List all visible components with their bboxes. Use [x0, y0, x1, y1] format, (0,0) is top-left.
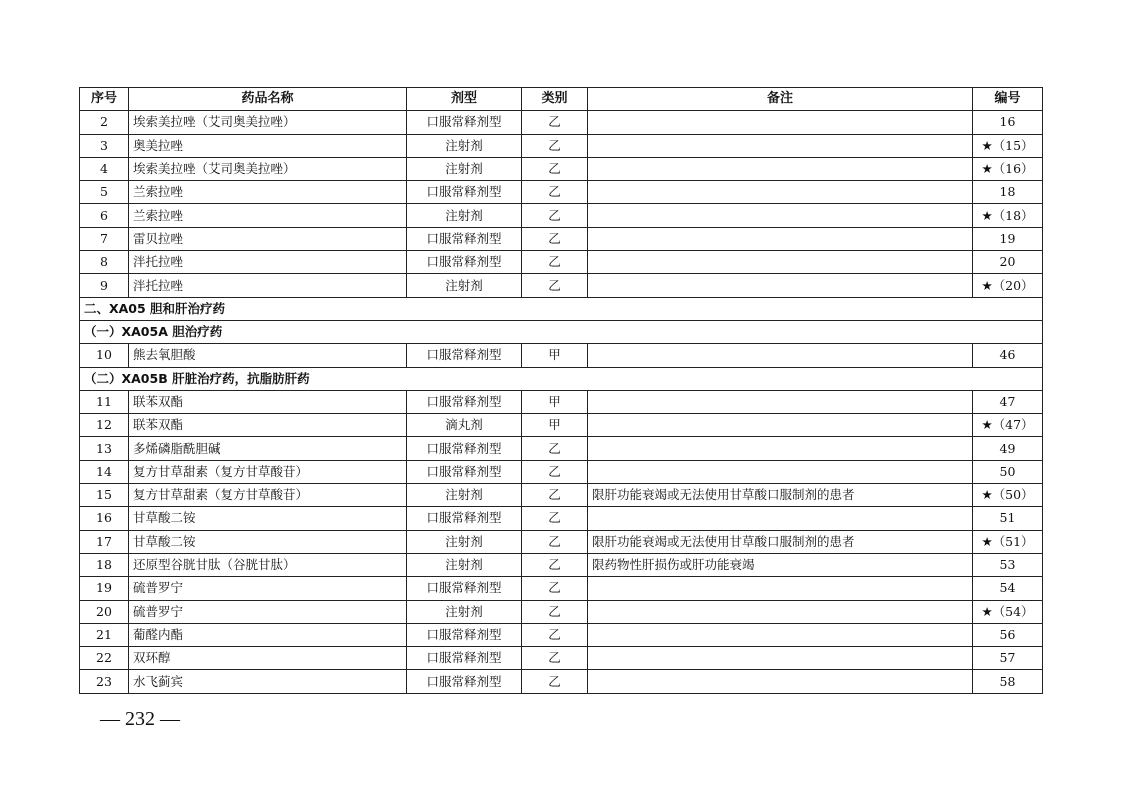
cell-code: ★（15）	[973, 134, 1043, 157]
cell-name: 甘草酸二铵	[129, 507, 407, 530]
table-row	[80, 670, 1043, 693]
cell-code: 50	[973, 460, 1043, 483]
cell-remark	[588, 507, 973, 530]
cell-form: 口服常释剂型	[407, 460, 522, 483]
cell-no: 2	[80, 111, 129, 134]
cell-code: 49	[973, 437, 1043, 460]
cell-code: 16	[973, 111, 1043, 134]
cell-code: 56	[973, 623, 1043, 646]
table-row	[80, 414, 1043, 437]
cell-category: 乙	[522, 157, 588, 180]
table-row	[80, 111, 1043, 134]
table-row	[80, 484, 1043, 507]
cell-no: 17	[80, 530, 129, 553]
cell-name: 葡醛内酯	[129, 623, 407, 646]
cell-no: 19	[80, 577, 129, 600]
table-row	[80, 204, 1043, 227]
cell-category: 甲	[522, 390, 588, 413]
cell-name: 甘草酸二铵	[129, 530, 407, 553]
cell-no: 11	[80, 390, 129, 413]
cell-category: 乙	[522, 227, 588, 250]
cell-name: 埃索美拉唑（艾司奥美拉唑）	[129, 157, 407, 180]
cell-form: 注射剂	[407, 157, 522, 180]
header-category: 类别	[522, 88, 588, 111]
cell-name: 复方甘草甜素（复方甘草酸苷）	[129, 484, 407, 507]
cell-form: 口服常释剂型	[407, 390, 522, 413]
cell-form: 口服常释剂型	[407, 437, 522, 460]
cell-remark	[588, 623, 973, 646]
header-name: 药品名称	[129, 88, 407, 111]
cell-form: 口服常释剂型	[407, 670, 522, 693]
cell-code: ★（16）	[973, 157, 1043, 180]
cell-remark	[588, 670, 973, 693]
table-row	[80, 460, 1043, 483]
subsection-row	[80, 367, 1043, 390]
cell-no: 23	[80, 670, 129, 693]
cell-no: 16	[80, 507, 129, 530]
cell-form: 注射剂	[407, 274, 522, 297]
cell-form: 口服常释剂型	[407, 623, 522, 646]
cell-remark	[588, 251, 973, 274]
table-row	[80, 553, 1043, 576]
cell-code: ★（51）	[973, 530, 1043, 553]
cell-no: 4	[80, 157, 129, 180]
cell-category: 甲	[522, 414, 588, 437]
cell-name: 兰索拉唑	[129, 204, 407, 227]
cell-code: 46	[973, 344, 1043, 367]
cell-form: 滴丸剂	[407, 414, 522, 437]
cell-remark	[588, 437, 973, 460]
cell-code: ★（47）	[973, 414, 1043, 437]
cell-remark	[588, 157, 973, 180]
cell-name: 双环醇	[129, 647, 407, 670]
cell-name: 埃索美拉唑（艾司奥美拉唑）	[129, 111, 407, 134]
cell-code: 54	[973, 577, 1043, 600]
cell-no: 21	[80, 623, 129, 646]
rows-group-b	[80, 344, 1043, 367]
rows-group-a	[80, 111, 1043, 297]
cell-no: 7	[80, 227, 129, 250]
cell-form: 注射剂	[407, 134, 522, 157]
cell-no: 15	[80, 484, 129, 507]
cell-category: 乙	[522, 484, 588, 507]
cell-form: 注射剂	[407, 204, 522, 227]
cell-form: 口服常释剂型	[407, 111, 522, 134]
cell-form: 口服常释剂型	[407, 227, 522, 250]
cell-name: 硫普罗宁	[129, 600, 407, 623]
header-remark: 备注	[588, 88, 973, 111]
cell-remark	[588, 577, 973, 600]
cell-code: 47	[973, 390, 1043, 413]
cell-form: 注射剂	[407, 600, 522, 623]
table-row	[80, 181, 1043, 204]
cell-code: 57	[973, 647, 1043, 670]
cell-category: 乙	[522, 251, 588, 274]
subsection-heading: （一）XA05A 胆治疗药	[80, 320, 1043, 343]
cell-form: 口服常释剂型	[407, 181, 522, 204]
cell-code: 20	[973, 251, 1043, 274]
cell-name: 熊去氧胆酸	[129, 344, 407, 367]
subsection-row	[80, 320, 1043, 343]
cell-name: 泮托拉唑	[129, 274, 407, 297]
cell-name: 雷贝拉唑	[129, 227, 407, 250]
cell-no: 5	[80, 181, 129, 204]
cell-name: 泮托拉唑	[129, 251, 407, 274]
cell-category: 乙	[522, 647, 588, 670]
cell-remark	[588, 414, 973, 437]
table-row	[80, 274, 1043, 297]
cell-no: 13	[80, 437, 129, 460]
cell-name: 奥美拉唑	[129, 134, 407, 157]
cell-category: 乙	[522, 204, 588, 227]
cell-category: 乙	[522, 623, 588, 646]
cell-no: 3	[80, 134, 129, 157]
table-row	[80, 437, 1043, 460]
cell-code: 53	[973, 553, 1043, 576]
cell-no: 9	[80, 274, 129, 297]
table-row	[80, 251, 1043, 274]
cell-no: 18	[80, 553, 129, 576]
cell-category: 甲	[522, 344, 588, 367]
cell-name: 联苯双酯	[129, 414, 407, 437]
header-form: 剂型	[407, 88, 522, 111]
section-group-2	[80, 367, 1043, 390]
rows-group-c	[80, 390, 1043, 693]
cell-category: 乙	[522, 437, 588, 460]
cell-category: 乙	[522, 460, 588, 483]
cell-form: 口服常释剂型	[407, 577, 522, 600]
cell-category: 乙	[522, 507, 588, 530]
table-row	[80, 577, 1043, 600]
table-row	[80, 623, 1043, 646]
cell-name: 联苯双酯	[129, 390, 407, 413]
cell-form: 口服常释剂型	[407, 344, 522, 367]
cell-remark	[588, 204, 973, 227]
cell-form: 注射剂	[407, 484, 522, 507]
cell-remark: 限肝功能衰竭或无法使用甘草酸口服制剂的患者	[588, 484, 973, 507]
table-row	[80, 507, 1043, 530]
cell-remark	[588, 111, 973, 134]
cell-no: 14	[80, 460, 129, 483]
cell-form: 注射剂	[407, 530, 522, 553]
table-row	[80, 227, 1043, 250]
table-row	[80, 157, 1043, 180]
cell-category: 乙	[522, 530, 588, 553]
table-row	[80, 134, 1043, 157]
cell-form: 注射剂	[407, 553, 522, 576]
cell-category: 乙	[522, 670, 588, 693]
cell-form: 口服常释剂型	[407, 647, 522, 670]
cell-form: 口服常释剂型	[407, 507, 522, 530]
header-row	[80, 88, 1043, 111]
header-code: 编号	[973, 88, 1043, 111]
section-row	[80, 297, 1043, 320]
cell-remark: 限药物性肝损伤或肝功能衰竭	[588, 553, 973, 576]
cell-code: ★（20）	[973, 274, 1043, 297]
cell-code: ★（50）	[973, 484, 1043, 507]
cell-category: 乙	[522, 577, 588, 600]
cell-code: 18	[973, 181, 1043, 204]
cell-remark	[588, 460, 973, 483]
table-row	[80, 530, 1043, 553]
drug-list-table	[79, 87, 1043, 694]
table-row	[80, 390, 1043, 413]
cell-remark: 限肝功能衰竭或无法使用甘草酸口服制剂的患者	[588, 530, 973, 553]
cell-no: 8	[80, 251, 129, 274]
table-row	[80, 647, 1043, 670]
cell-code: 58	[973, 670, 1043, 693]
cell-category: 乙	[522, 600, 588, 623]
section-group-1	[80, 297, 1043, 344]
cell-remark	[588, 647, 973, 670]
cell-no: 12	[80, 414, 129, 437]
cell-remark	[588, 181, 973, 204]
page-number: — 232 —	[100, 708, 180, 730]
cell-category: 乙	[522, 274, 588, 297]
cell-remark	[588, 600, 973, 623]
cell-remark	[588, 227, 973, 250]
cell-name: 还原型谷胱甘肽（谷胱甘肽）	[129, 553, 407, 576]
cell-remark	[588, 274, 973, 297]
subsection-heading: （二）XA05B 肝脏治疗药，抗脂肪肝药	[80, 367, 1043, 390]
cell-name: 硫普罗宁	[129, 577, 407, 600]
cell-no: 10	[80, 344, 129, 367]
cell-name: 复方甘草甜素（复方甘草酸苷）	[129, 460, 407, 483]
cell-remark	[588, 134, 973, 157]
cell-code: 51	[973, 507, 1043, 530]
cell-name: 水飞蓟宾	[129, 670, 407, 693]
cell-category: 乙	[522, 553, 588, 576]
section-heading: 二、XA05 胆和肝治疗药	[80, 297, 1043, 320]
cell-code: ★（54）	[973, 600, 1043, 623]
cell-name: 兰索拉唑	[129, 181, 407, 204]
cell-form: 口服常释剂型	[407, 251, 522, 274]
cell-no: 6	[80, 204, 129, 227]
header-no: 序号	[80, 88, 129, 111]
cell-category: 乙	[522, 181, 588, 204]
cell-code: ★（18）	[973, 204, 1043, 227]
cell-remark	[588, 344, 973, 367]
cell-name: 多烯磷脂酰胆碱	[129, 437, 407, 460]
cell-category: 乙	[522, 111, 588, 134]
cell-category: 乙	[522, 134, 588, 157]
cell-code: 19	[973, 227, 1043, 250]
cell-remark	[588, 390, 973, 413]
cell-no: 20	[80, 600, 129, 623]
table-row	[80, 600, 1043, 623]
cell-no: 22	[80, 647, 129, 670]
table-row	[80, 344, 1043, 367]
